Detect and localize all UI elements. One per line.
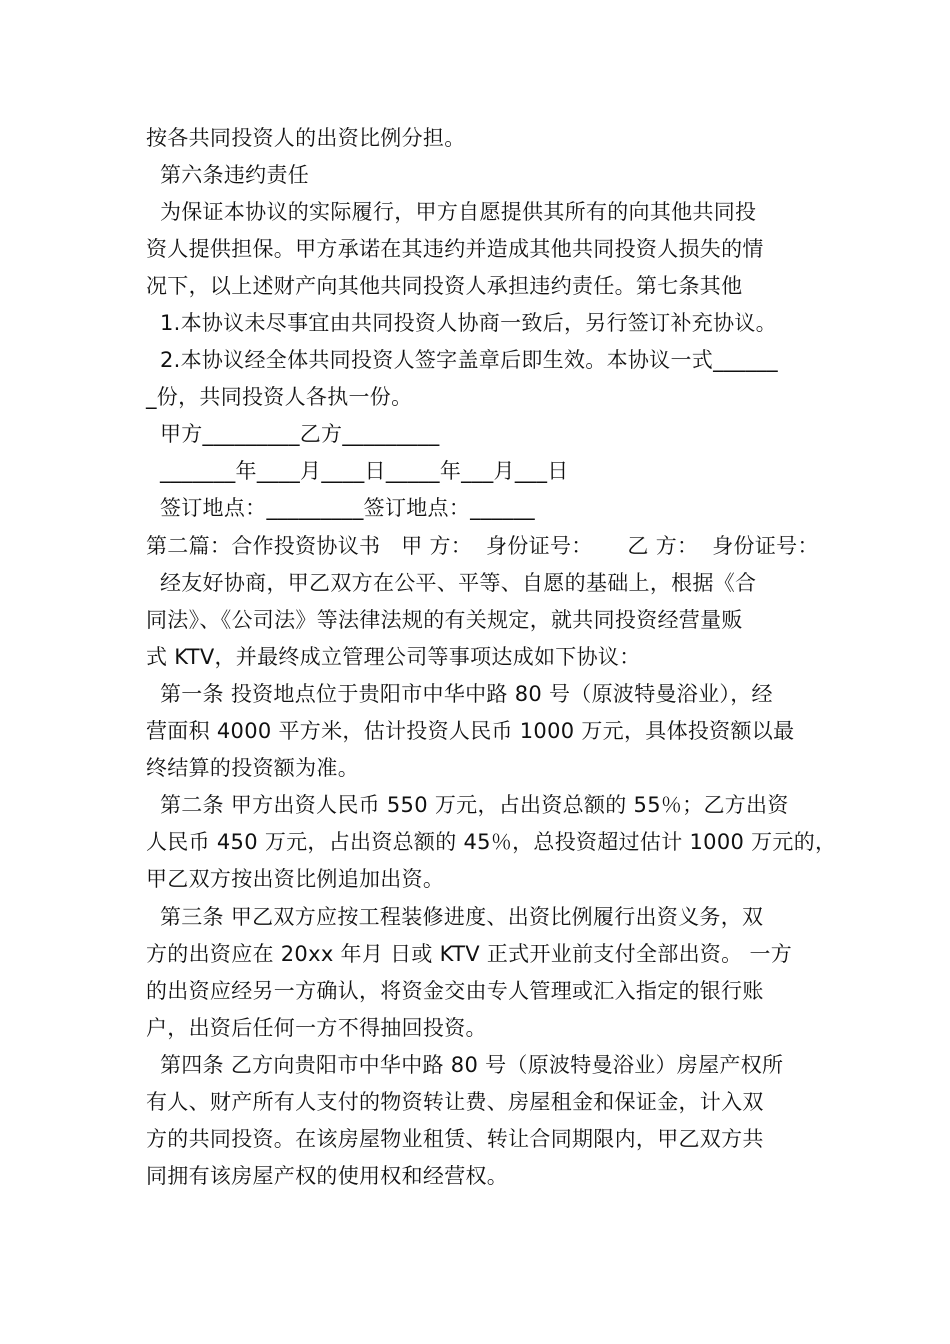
text-line: 方的出资应在 20xx 年月 日或 KTV 正式开业前支付全部出资。 一方 <box>146 942 793 966</box>
text-line: 人民币 450 万元，占出资总额的 45％，总投资超过估计 1000 万元的， <box>146 830 837 854</box>
text-line: 方的共同投资。在该房屋物业租赁、转让合同期限内，甲乙双方共 <box>146 1127 764 1151</box>
text-line: 第六条违约责任 <box>146 163 310 187</box>
text-line: 资人提供担保。甲方承诺在其违约并造成其他共同投资人损失的情 <box>146 237 764 261</box>
text-line: 有人、财产所有人支付的物资转让费、房屋租金和保证金，计入双 <box>146 1090 764 1114</box>
text-line: 况下，以上述财产向其他共同投资人承担违约责任。第七条其他 <box>146 274 743 298</box>
text-line: 1.本协议未尽事宜由共同投资人协商一致后，另行签订补充协议。 <box>146 311 777 335</box>
text-line: 式 KTV，并最终成立管理公司等事项达成如下协议： <box>146 645 641 669</box>
text-line: 同法》、《公司法》等法律法规的有关规定，就共同投资经营量贩 <box>146 608 743 632</box>
text-line: 甲方_________乙方_________ <box>146 422 440 446</box>
text-line: 户，出资后任何一方不得抽回投资。 <box>146 1016 487 1040</box>
text-line: 营面积 4000 平方米，估计投资人民币 1000 万元，具体投资额以最 <box>146 719 795 743</box>
text-line: 经友好协商，甲乙双方在公平、平等、自愿的基础上，根据《合 <box>146 571 757 595</box>
text-line: 第三条 甲乙双方应按工程装修进度、出资比例履行出资义务，双 <box>146 905 764 929</box>
text-line: 第二篇：合作投资协议书 甲 方： 身份证号： 乙 方： 身份证号： <box>146 534 819 558</box>
text-line: 为保证本协议的实际履行，甲方自愿提供其所有的向其他共同投 <box>146 200 757 224</box>
text-line: _份，共同投资人各执一份。 <box>146 385 413 409</box>
text-line: 第一条 投资地点位于贵阳市中华中路 80 号（原波特曼浴业），经 <box>146 682 773 706</box>
text-line: 2.本协议经全体共同投资人签字盖章后即生效。本协议一式______ <box>146 348 778 372</box>
text-line: 签订地点：_________签订地点：______ <box>146 496 535 520</box>
text-line: 按各共同投资人的出资比例分担。 <box>146 126 466 150</box>
text-line: 终结算的投资额为准。 <box>146 756 359 780</box>
text-line: 第二条 甲方出资人民币 550 万元，占出资总额的 55％；乙方出资 <box>146 793 789 817</box>
text-line: 第四条 乙方向贵阳市中华中路 80 号（原波特曼浴业）房屋产权所 <box>146 1053 784 1077</box>
text-line: 同拥有该房屋产权的使用权和经营权。 <box>146 1164 509 1188</box>
text-line: 甲乙双方按出资比例追加出资。 <box>146 867 445 891</box>
text-line: _______年____月____日_____年___月___日 <box>146 459 569 483</box>
text-line: 的出资应经另一方确认，将资金交由专人管理或汇入指定的银行账 <box>146 979 764 1003</box>
